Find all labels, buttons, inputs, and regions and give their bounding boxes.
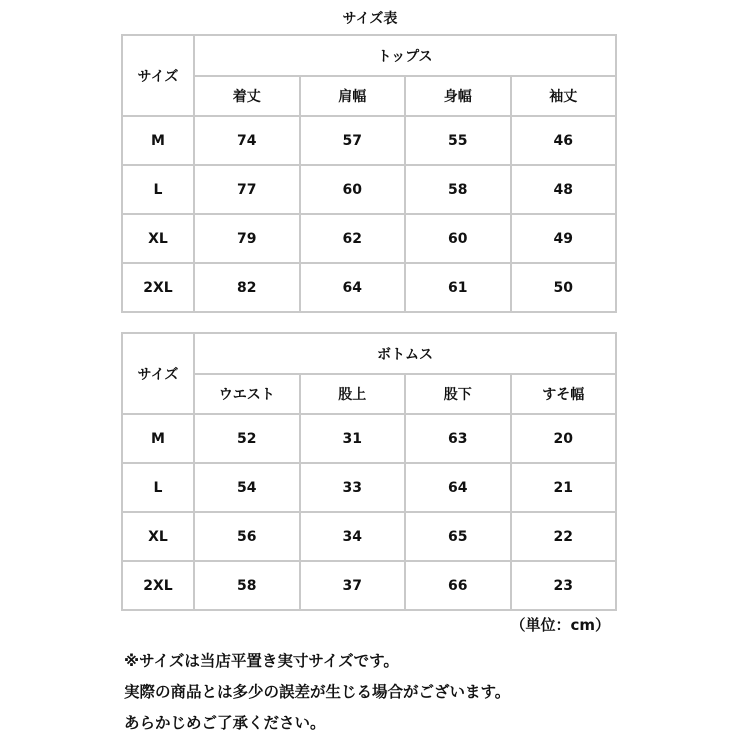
column-header: 肩幅 xyxy=(300,76,406,116)
value-cell: 46 xyxy=(511,116,617,165)
size-cell: XL xyxy=(122,214,194,263)
value-cell: 48 xyxy=(511,165,617,214)
value-cell: 60 xyxy=(300,165,406,214)
note-line: 実際の商品とは多少の誤差が生じる場合がございます。 xyxy=(124,683,511,701)
size-header: サイズ xyxy=(122,35,194,116)
column-header: すそ幅 xyxy=(511,374,617,414)
column-header: 股下 xyxy=(405,374,511,414)
value-cell: 37 xyxy=(300,561,406,610)
value-cell: 66 xyxy=(405,561,511,610)
value-cell: 52 xyxy=(194,414,300,463)
value-cell: 21 xyxy=(511,463,617,512)
value-cell: 60 xyxy=(405,214,511,263)
category-header: ボトムス xyxy=(194,333,616,374)
value-cell: 34 xyxy=(300,512,406,561)
table-row xyxy=(122,414,616,463)
column-header: 身幅 xyxy=(405,76,511,116)
column-header: 股上 xyxy=(300,374,406,414)
bottoms-size-table xyxy=(121,332,617,611)
column-header: 袖丈 xyxy=(511,76,617,116)
value-cell: 58 xyxy=(405,165,511,214)
value-cell: 50 xyxy=(511,263,617,312)
table-row xyxy=(122,116,616,165)
size-cell: XL xyxy=(122,512,194,561)
table-row xyxy=(122,463,616,512)
size-cell: M xyxy=(122,116,194,165)
value-cell: 33 xyxy=(300,463,406,512)
size-cell: 2XL xyxy=(122,561,194,610)
column-header: ウエスト xyxy=(194,374,300,414)
value-cell: 62 xyxy=(300,214,406,263)
value-cell: 79 xyxy=(194,214,300,263)
size-cell: L xyxy=(122,463,194,512)
table-row xyxy=(122,165,616,214)
note-line: ※サイズは当店平置き実寸サイズです。 xyxy=(124,652,399,670)
page-title: サイズ表 xyxy=(342,11,398,27)
size-cell: M xyxy=(122,414,194,463)
value-cell: 55 xyxy=(405,116,511,165)
note-line: あらかじめご了承ください。 xyxy=(124,714,326,732)
size-cell: L xyxy=(122,165,194,214)
value-cell: 63 xyxy=(405,414,511,463)
value-cell: 77 xyxy=(194,165,300,214)
value-cell: 64 xyxy=(405,463,511,512)
table-row xyxy=(122,214,616,263)
value-cell: 58 xyxy=(194,561,300,610)
tops-size-table xyxy=(121,34,617,313)
value-cell: 74 xyxy=(194,116,300,165)
value-cell: 57 xyxy=(300,116,406,165)
value-cell: 65 xyxy=(405,512,511,561)
size-cell: 2XL xyxy=(122,263,194,312)
value-cell: 23 xyxy=(511,561,617,610)
notes xyxy=(124,646,734,739)
table-row xyxy=(122,263,616,312)
value-cell: 22 xyxy=(511,512,617,561)
value-cell: 20 xyxy=(511,414,617,463)
unit-label: （単位：cm） xyxy=(510,616,610,634)
size-header: サイズ xyxy=(122,333,194,414)
column-header: 着丈 xyxy=(194,76,300,116)
value-cell: 82 xyxy=(194,263,300,312)
value-cell: 64 xyxy=(300,263,406,312)
category-header: トップス xyxy=(194,35,616,76)
value-cell: 54 xyxy=(194,463,300,512)
value-cell: 61 xyxy=(405,263,511,312)
table-row xyxy=(122,561,616,610)
value-cell: 31 xyxy=(300,414,406,463)
value-cell: 56 xyxy=(194,512,300,561)
value-cell: 49 xyxy=(511,214,617,263)
table-row xyxy=(122,512,616,561)
